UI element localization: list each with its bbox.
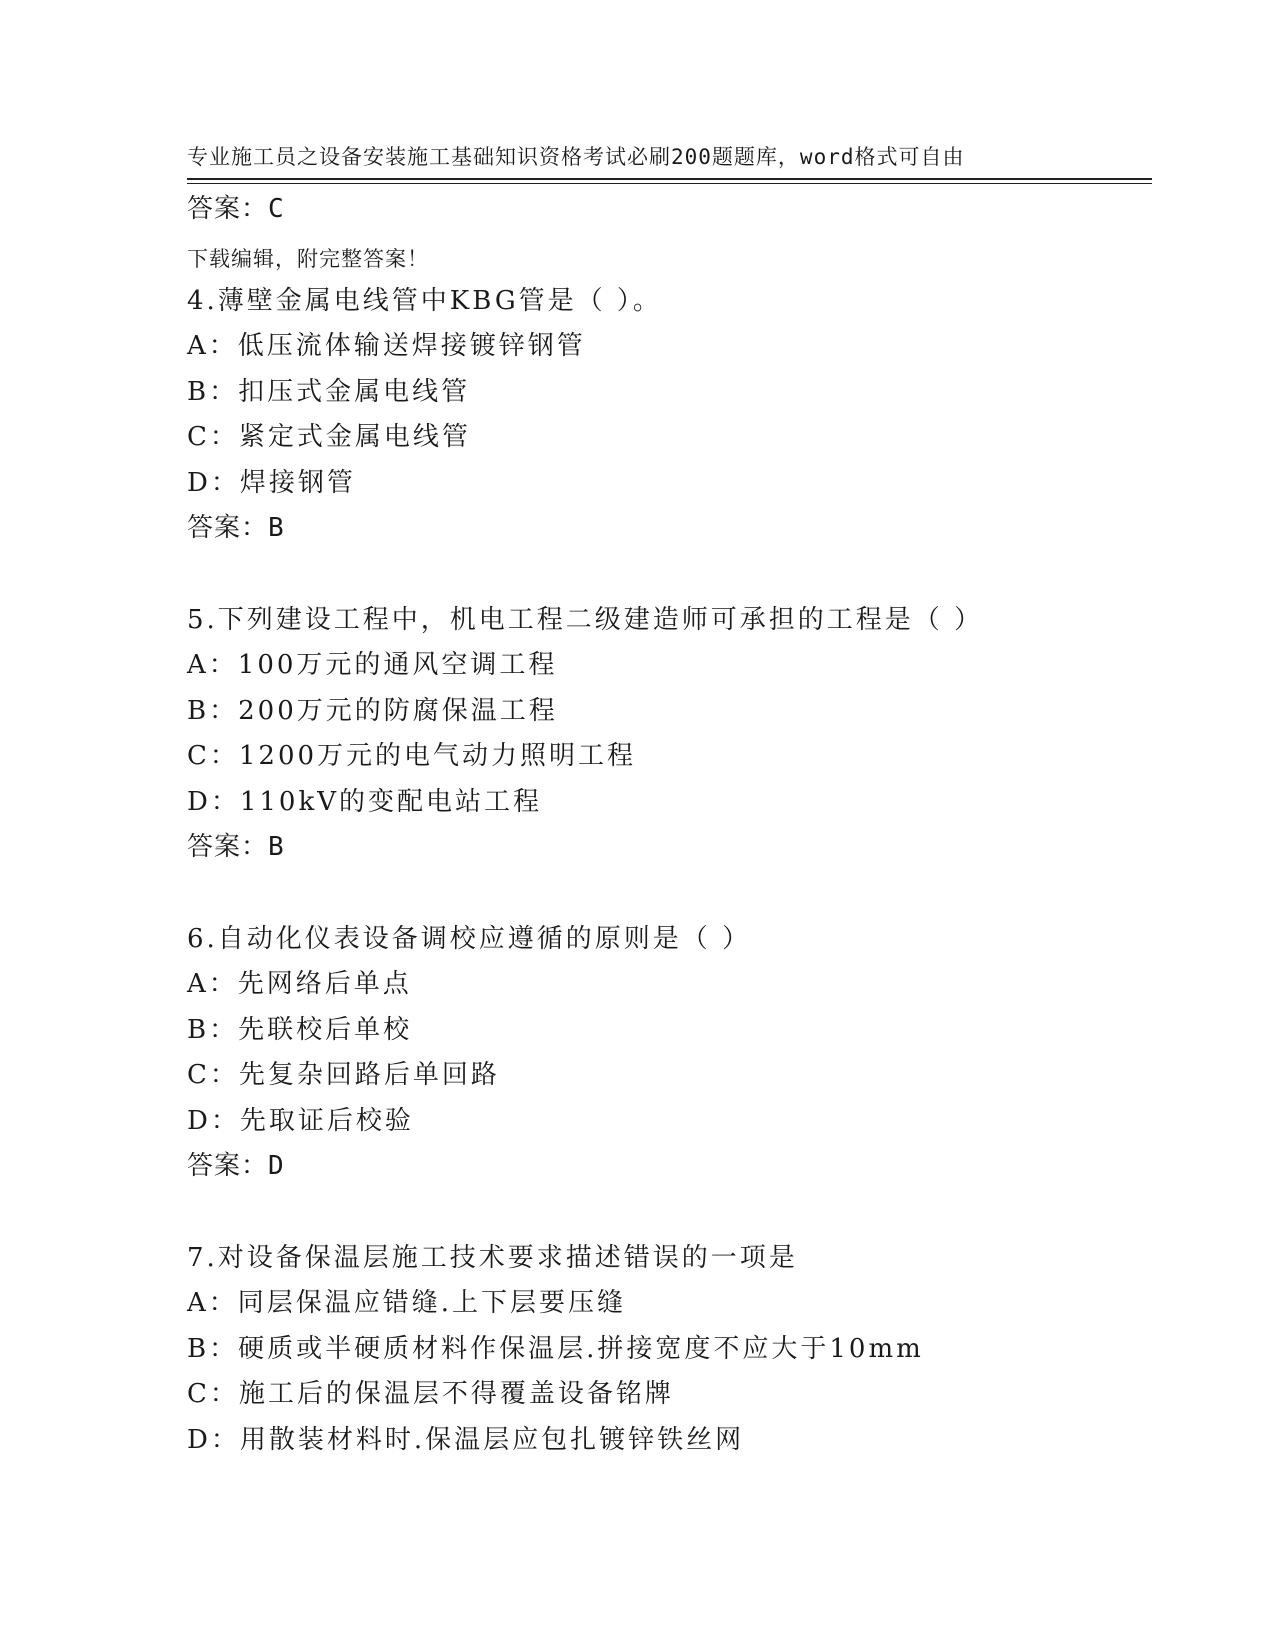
- option-a: A：同层保温应错缝.上下层要压缝: [187, 1288, 627, 1318]
- option-b: B：200万元的防腐保温工程: [187, 695, 558, 726]
- question-list: [187, 187, 1147, 1463]
- answer-line: 答案：D: [187, 1151, 285, 1181]
- option-b: B：先联校后单校: [187, 1014, 413, 1045]
- question-block: [187, 598, 1147, 871]
- header-divider-thin: [187, 183, 1152, 184]
- question-block: [187, 1236, 1147, 1464]
- header-line-2: 下载编辑，附完整答案！: [187, 247, 429, 271]
- option-a: A：先网络后单点: [187, 969, 412, 999]
- question-block: [187, 917, 1147, 1190]
- header-divider: [187, 178, 1152, 180]
- option-a: A：100万元的通风空调工程: [187, 650, 558, 680]
- question-stem: 7.对设备保温层施工技术要求描述错误的一项是: [187, 1242, 798, 1273]
- header-line-1: 专业施工员之设备安装施工基础知识资格考试必刷200题题库，word格式可自由: [187, 145, 965, 169]
- question-block: [187, 279, 1147, 552]
- spacer: [187, 233, 1147, 279]
- option-d: D：用散装材料时.保温层应包扎镀锌铁丝网: [187, 1424, 745, 1455]
- answer-line: 答案：C: [187, 194, 285, 224]
- question-stem: 5.下列建设工程中，机电工程二级建造师可承担的工程是（ ）: [187, 604, 984, 635]
- question-stem: 4.薄壁金属电线管中KBG管是（ ）。: [187, 285, 662, 316]
- option-c: C：施工后的保温层不得覆盖设备铭牌: [187, 1379, 674, 1409]
- question-stem: 6.自动化仪表设备调校应遵循的原则是（ ）: [187, 923, 752, 954]
- option-c: C：紧定式金属电线管: [187, 422, 471, 452]
- option-a: A：低压流体输送焊接镀锌钢管: [187, 331, 586, 361]
- answer-line: 答案：B: [187, 832, 285, 862]
- option-d: D：焊接钢管: [187, 467, 356, 498]
- option-b: B：硬质或半硬质材料作保温层.拼接宽度不应大于10mm: [187, 1333, 924, 1364]
- option-c: C：先复杂回路后单回路: [187, 1060, 500, 1090]
- option-d: D：110kV的变配电站工程: [187, 786, 543, 817]
- answer-line: 答案：B: [187, 513, 285, 543]
- option-d: D：先取证后校验: [187, 1105, 414, 1136]
- option-c: C：1200万元的电气动力照明工程: [187, 741, 637, 771]
- spacer: [187, 1190, 1147, 1236]
- spacer: [187, 871, 1147, 917]
- option-b: B：扣压式金属电线管: [187, 376, 471, 407]
- spacer: [187, 552, 1147, 598]
